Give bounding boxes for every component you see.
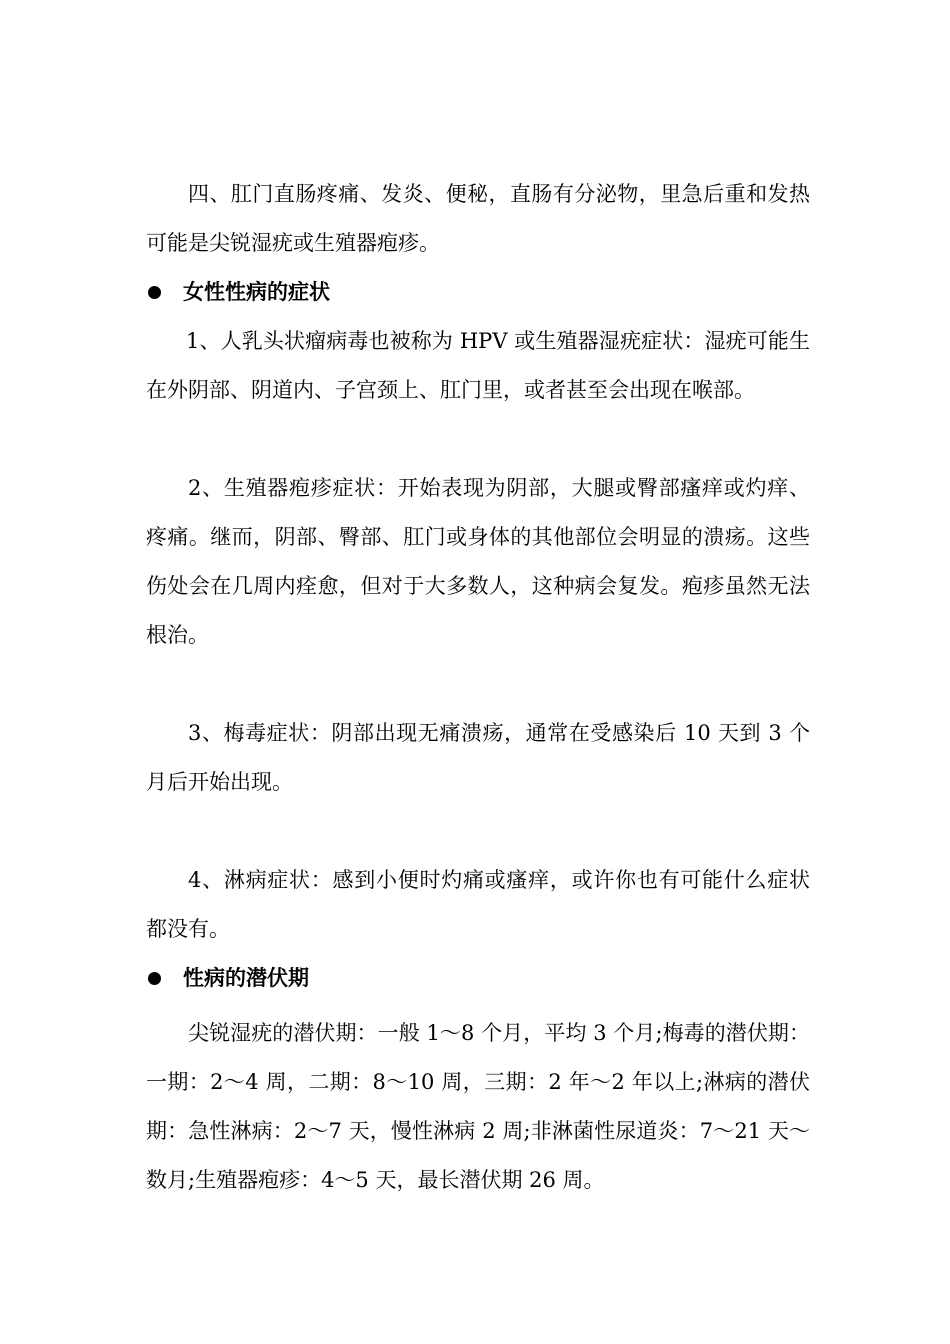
bullet-icon — [148, 286, 161, 299]
incubation-paragraph: 尖锐湿疣的潜伏期：一般 1～8 个月，平均 3 个月;梅毒的潜伏期：一期：2～4 周，二期：8～10 周，三期：2 年～2 年以上;淋病的潜伏期：急性淋病：2～7 天，慢性淋病 2 周;非淋菌性尿道炎：7～21 天～数月;生殖器疱疹：4～5 天，最长潜伏期 26 周。 — [146, 1021, 810, 1192]
symptom-paragraph-hpv: 1、人乳头状瘤病毒也被称为 HPV 或生殖器湿疣症状：湿疣可能生在外阴部、阴道内、子宫颈上、肛门里，或者甚至会出现在喉部。 — [146, 329, 810, 402]
blank-line — [146, 660, 810, 709]
section-heading-text: 性病的潜伏期 — [183, 966, 309, 990]
section-heading-text: 女性性病的症状 — [183, 280, 330, 304]
blank-line — [146, 807, 810, 856]
symptom-paragraph-herpes: 2、生殖器疱疹症状：开始表现为阴部，大腿或臀部瘙痒或灼痒、疼痛。继而，阴部、臀部、肛门或身体的其他部位会明显的溃疡。这些伤处会在几周内痊愈，但对于大多数人，这种病会复发。疱疹虽然无法根治。 — [146, 476, 810, 647]
intro-paragraph: 四、肛门直肠疼痛、发炎、便秘，直肠有分泌物，里急后重和发热可能是尖锐湿疣或生殖器疱疹。 — [146, 182, 810, 255]
bullet-icon — [148, 972, 161, 985]
document-page — [146, 170, 810, 1205]
blank-line — [146, 415, 810, 464]
section-heading-incubation — [146, 954, 810, 1003]
symptom-paragraph-gonorrhea: 4、淋病症状：感到小便时灼痛或瘙痒，或许你也有可能什么症状都没有。 — [146, 868, 810, 941]
section-heading-female-symptoms — [146, 268, 810, 317]
symptom-paragraph-syphilis: 3、梅毒症状：阴部出现无痛溃疡，通常在受感染后 10 天到 3 个月后开始出现。 — [146, 721, 810, 794]
